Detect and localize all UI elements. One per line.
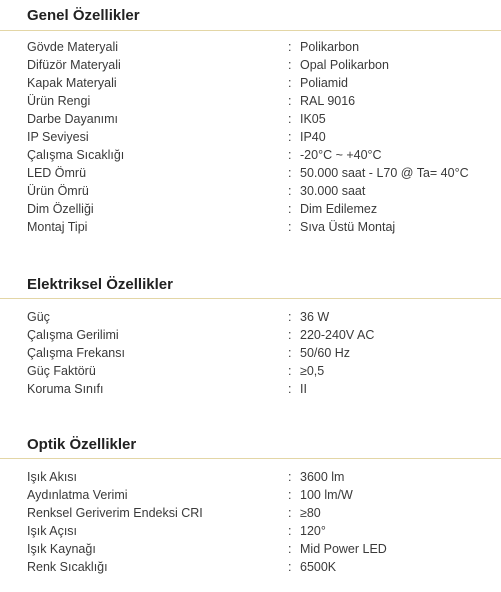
spec-value: Mid Power LED — [300, 542, 387, 556]
spec-label: Işık Akısı — [27, 470, 78, 484]
spec-separator: : — [288, 328, 292, 342]
spec-label: IP Seviyesi — [27, 130, 89, 144]
spec-row — [0, 74, 501, 92]
spec-separator: : — [288, 166, 292, 180]
spec-row — [0, 110, 501, 128]
spec-value: RAL 9016 — [300, 94, 356, 108]
section-title: Genel Özellikler — [27, 7, 140, 24]
spec-value: 30.000 saat — [300, 184, 366, 198]
spec-row — [0, 380, 501, 398]
spec-row — [0, 200, 501, 218]
spec-label: Güç Faktörü — [27, 364, 96, 378]
spec-value: 3600 lm — [300, 470, 345, 484]
spec-label: Montaj Tipi — [27, 220, 88, 234]
spec-separator: : — [288, 202, 292, 216]
spec-label: Güç — [27, 310, 50, 324]
spec-row — [0, 362, 501, 380]
spec-separator: : — [288, 382, 292, 396]
spec-label: Ürün Ömrü — [27, 184, 89, 198]
spec-label: Renksel Geriverim Endeksi CRI — [27, 506, 203, 520]
spec-value: 50.000 saat - L70 @ Ta= 40°C — [300, 166, 469, 180]
spec-row — [0, 56, 501, 74]
section-title: Elektriksel Özellikler — [27, 276, 173, 293]
spec-row — [0, 504, 501, 522]
spec-row — [0, 164, 501, 182]
spec-label: Difüzör Materyali — [27, 58, 121, 72]
spec-label: Çalışma Frekansı — [27, 346, 125, 360]
spec-value: Opal Polikarbon — [300, 58, 389, 72]
spec-value: 220-240V AC — [300, 328, 375, 342]
spec-value: Poliamid — [300, 76, 348, 90]
spec-separator: : — [288, 346, 292, 360]
spec-row — [0, 344, 501, 362]
section-divider — [0, 30, 501, 31]
spec-separator: : — [288, 58, 292, 72]
spec-separator: : — [288, 542, 292, 556]
spec-separator: : — [288, 488, 292, 502]
spec-separator: : — [288, 94, 292, 108]
spec-label: Gövde Materyali — [27, 40, 119, 54]
spec-separator: : — [288, 130, 292, 144]
spec-value: Sıva Üstü Montaj — [300, 220, 396, 234]
spec-value: 36 W — [300, 310, 330, 324]
spec-value: 100 lm/W — [300, 488, 353, 502]
spec-row — [0, 468, 501, 486]
spec-value: IK05 — [300, 112, 326, 126]
spec-label: Dim Özelliği — [27, 202, 94, 216]
spec-value: 120° — [300, 524, 326, 538]
spec-value: -20°C ~ +40°C — [300, 148, 382, 162]
spec-separator: : — [288, 40, 292, 54]
spec-separator: : — [288, 112, 292, 126]
spec-value: 50/60 Hz — [300, 346, 351, 360]
spec-separator: : — [288, 76, 292, 90]
spec-value: Polikarbon — [300, 40, 360, 54]
spec-row — [0, 540, 501, 558]
spec-label: Çalışma Sıcaklığı — [27, 148, 125, 162]
spec-separator: : — [288, 148, 292, 162]
spec-value: 6500K — [300, 560, 337, 574]
spec-row — [0, 38, 501, 56]
spec-label: Ürün Rengi — [27, 94, 91, 108]
spec-label: Kapak Materyali — [27, 76, 117, 90]
spec-separator: : — [288, 310, 292, 324]
spec-row — [0, 146, 501, 164]
spec-separator: : — [288, 364, 292, 378]
spec-separator: : — [288, 524, 292, 538]
spec-separator: : — [288, 470, 292, 484]
spec-value: ≥0,5 — [300, 364, 325, 378]
spec-separator: : — [288, 184, 292, 198]
spec-value: ≥80 — [300, 506, 321, 520]
section-divider — [0, 298, 501, 299]
spec-row — [0, 522, 501, 540]
spec-row — [0, 92, 501, 110]
spec-row — [0, 128, 501, 146]
spec-row — [0, 558, 501, 576]
spec-value: II — [300, 382, 307, 396]
section-divider — [0, 458, 501, 459]
spec-value: Dim Edilemez — [300, 202, 378, 216]
spec-value: IP40 — [300, 130, 326, 144]
section-title: Optik Özellikler — [27, 436, 137, 453]
spec-separator: : — [288, 560, 292, 574]
spec-row — [0, 182, 501, 200]
spec-row — [0, 326, 501, 344]
spec-label: Koruma Sınıfı — [27, 382, 104, 396]
spec-label: LED Ömrü — [27, 166, 87, 180]
spec-label: Çalışma Gerilimi — [27, 328, 119, 342]
spec-separator: : — [288, 506, 292, 520]
spec-label: Işık Açısı — [27, 524, 78, 538]
spec-row — [0, 486, 501, 504]
spec-label: Işık Kaynağı — [27, 542, 96, 556]
spec-label: Darbe Dayanımı — [27, 112, 119, 126]
spec-label: Aydınlatma Verimi — [27, 488, 128, 502]
spec-row — [0, 218, 501, 236]
spec-row — [0, 308, 501, 326]
spec-label: Renk Sıcaklığı — [27, 560, 108, 574]
spec-separator: : — [288, 220, 292, 234]
